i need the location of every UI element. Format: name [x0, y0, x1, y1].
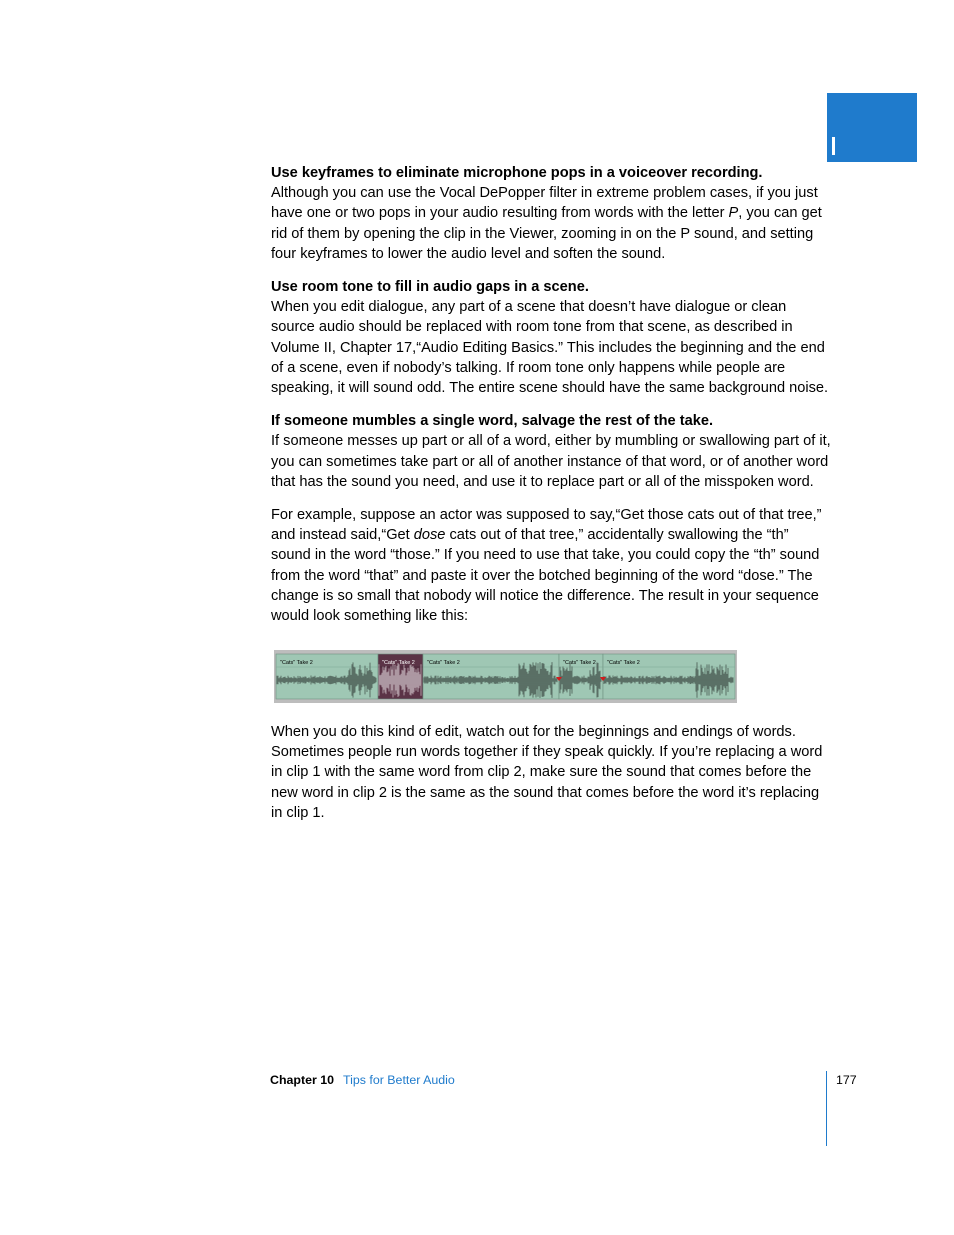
section-body — [271, 183, 831, 264]
chapter-tab — [827, 93, 917, 162]
section-heading: Use room tone to fill in audio gaps in a scene. — [271, 279, 589, 296]
timeline-svg — [274, 650, 737, 703]
after-paragraph: When you do this kind of edit, watch out for the beginnings and endings of words. Sometimes people run words together if they speak quickly. If you’re replacing a word in clip 1 with the same word from clip 2, make sure the sound that comes before the new word in clip 2 is the same as the sound that comes before the word it’s replacing in clip 1. — [271, 724, 823, 821]
page-number: 177 — [836, 1073, 857, 1087]
clip-label: "Cats" Take 2 — [563, 660, 596, 666]
section-heading: If someone mumbles a single word, salvage the rest of the take. — [271, 413, 713, 430]
timeline-figure — [274, 650, 737, 703]
chapter-tab-mark — [832, 137, 835, 155]
body-text: Although you can use the Vocal DePopper filter in extreme problem cases, if you just have one or two pops in your audio resulting from words with the letter — [271, 185, 818, 222]
example-paragraph — [271, 505, 831, 626]
section-body: If someone messes up part or all of a word, either by mumbling or swallowing part of it, you can sometimes take part or all of another instance of that word, or of another word that has the sound you need, and use it to replace part or all of the misspoken word. — [271, 433, 831, 490]
body-text: , you can get rid of them by opening the clip in the Viewer, zooming in on the P sound, and setting four keyframes to lower the audio level and soften the sound. — [271, 205, 822, 262]
timeline-clip — [423, 654, 559, 699]
footer-chapter: Chapter 10 — [270, 1073, 335, 1087]
timeline-clip — [276, 654, 378, 699]
footer-divider — [826, 1071, 827, 1146]
body-text: cats out of that tree,” accidentally swallowing the “th” sound in the word “those.” If you need to use that take, you could copy the “th” sound from the word “that” and paste it over the botched beginning of the word “dose.” The change is so small that nobody will notice the difference. The result in your sequence would look something like this: — [271, 527, 820, 625]
clip-label: "Cats" Take 2 — [280, 660, 313, 666]
section-heading: Use keyframes to eliminate microphone pops in a voiceover recording. — [271, 165, 763, 181]
clip-label: "Cats" Take 2 — [382, 660, 415, 666]
section-body: When you edit dialogue, any part of a scene that doesn’t have dialogue or clean source audio should be replaced with room tone from that scene, as described in Volume II, Chapter 17,“Audio Editing Basics.” This includes the beginning and the end of a scene, even if nobody’s talking. If room tone only happens while people are speaking, it will sound odd. The entire scene should have the same background noise. — [271, 299, 829, 397]
body-text: For example, suppose an actor was supposed to say,“Get those cats out of that tree,” and instead said,“Get — [271, 507, 822, 544]
clip-label: "Cats" Take 2 — [607, 660, 640, 666]
section-keyframes — [271, 163, 831, 264]
footer-chapter-title[interactable]: Tips for Better Audio — [343, 1073, 455, 1087]
main-content — [271, 163, 831, 626]
timeline-clip — [559, 654, 603, 699]
section-mumbles — [271, 411, 831, 492]
after-paragraph-block — [271, 722, 831, 823]
body-italic: dose — [413, 527, 446, 544]
timeline-clip — [603, 654, 735, 699]
section-room-tone — [271, 277, 831, 398]
timeline-clip — [378, 654, 423, 699]
clip-label: "Cats" Take 2 — [427, 660, 460, 666]
body-italic: P — [728, 205, 739, 222]
